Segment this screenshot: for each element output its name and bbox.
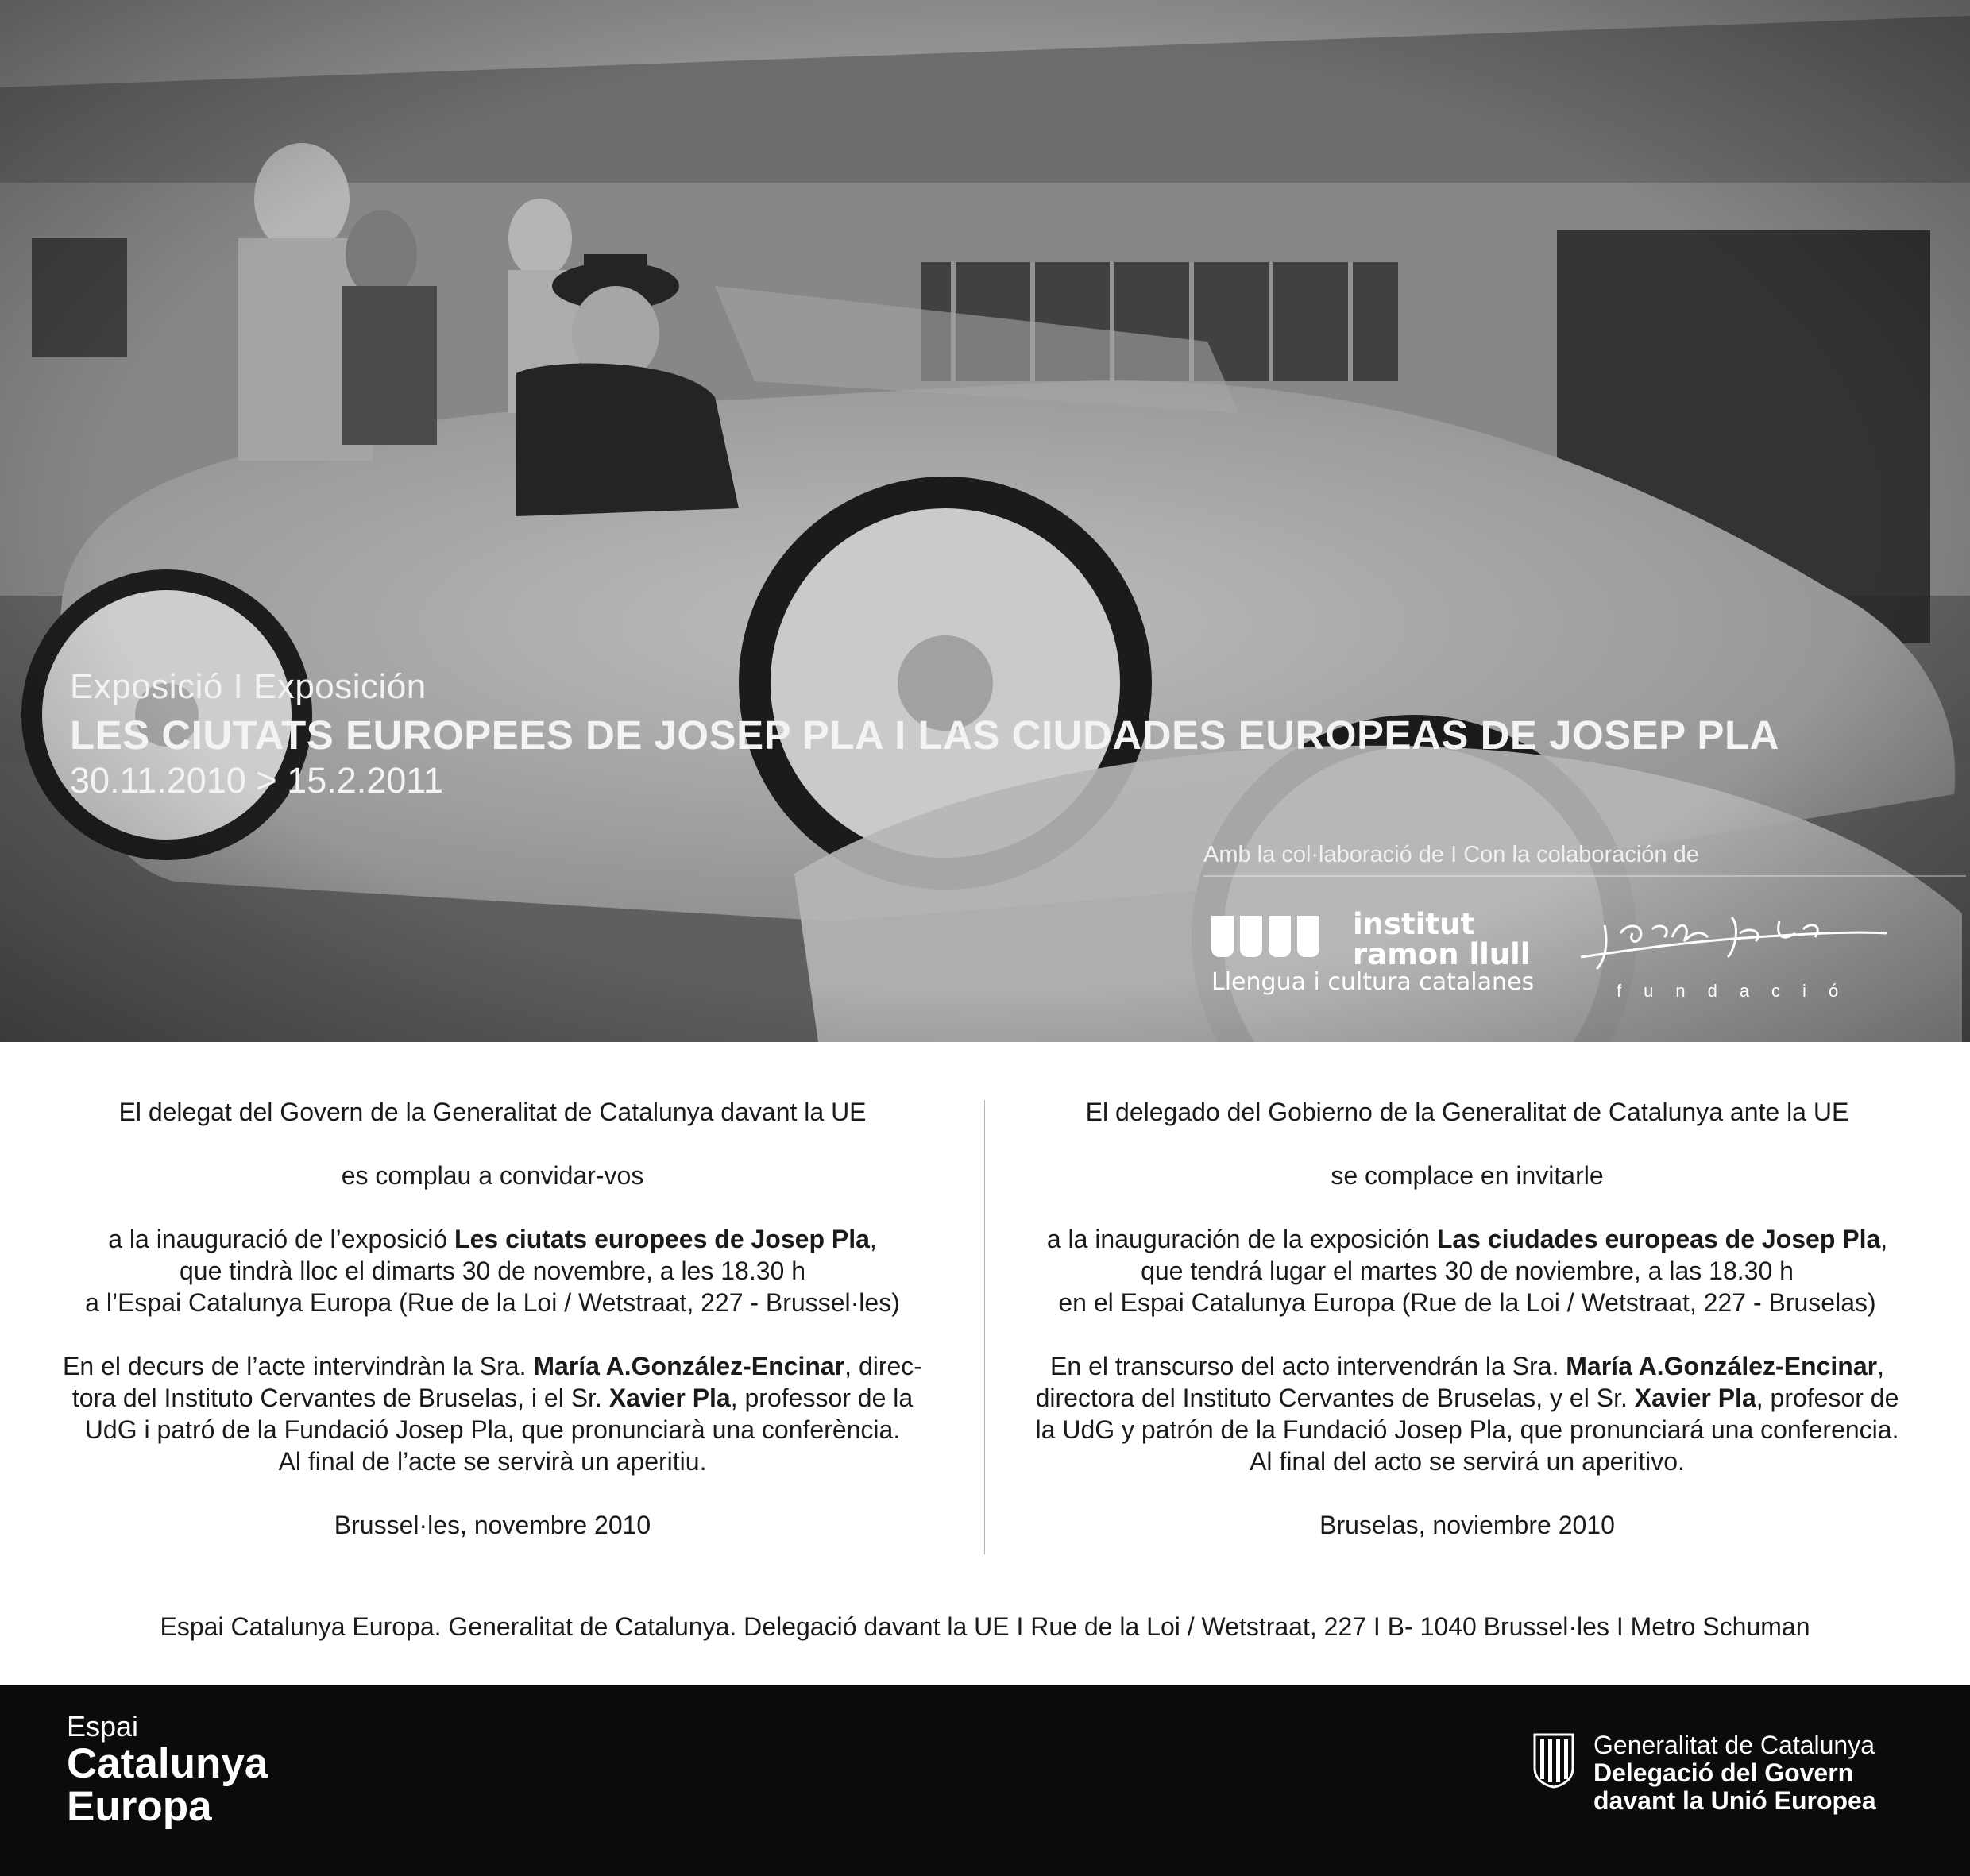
exhibition-kicker: Exposició I Exposición (70, 667, 427, 706)
inv-line: es complau a convidar-vos (341, 1161, 644, 1190)
inv-line: que tendrá lugar el martes 30 de noviembre, a las 18.30 h (1141, 1256, 1794, 1285)
delegation-scope: davant la Unió Europea (1593, 1786, 1876, 1815)
inv-line: directora del Instituto Cervantes de Bruselas, y el Sr. Xavier Pla, profesor de (1035, 1384, 1899, 1412)
column-divider (984, 1100, 985, 1554)
inv-line: Al final del acto se servirá un aperitivo. (1250, 1447, 1685, 1476)
speaker-name: Xavier Pla (608, 1384, 731, 1412)
exhibition-heading (70, 667, 1779, 801)
generalitat-emblem-icon (1532, 1731, 1576, 1789)
espai-catalunya-europa-logo: Espai Catalunya Europa (67, 1710, 268, 1830)
inv-line: a la inauguració de l’exposició Les ciutats europees de Josep Pla, (108, 1225, 877, 1253)
speaker-name: Xavier Pla (1634, 1384, 1756, 1412)
invitation-catalan (28, 1096, 957, 1541)
collaboration-divider (1203, 875, 1966, 877)
footer-bar (0, 1685, 1970, 1876)
collaboration-label: Amb la col·laboració de I Con la colaboración de (1203, 842, 1699, 867)
fjp-word: fundació (1617, 981, 1861, 1001)
exhibition-name: Les ciutats europees de Josep Pla (454, 1225, 870, 1253)
speaker-name: María A.González-Encinar (533, 1352, 845, 1380)
inv-line: En el decurs de l’acte intervindràn la Sra. María A.González-Encinar, direc- (63, 1352, 922, 1380)
invitation-spanish (1002, 1096, 1932, 1541)
josep-pla-signature-icon (1573, 901, 1891, 981)
inv-line: El delegado del Gobierno de la Generalitat de Catalunya ante la UE (1085, 1098, 1849, 1126)
inv-place-date: Bruselas, noviembre 2010 (1319, 1511, 1615, 1539)
inv-line: El delegat del Govern de la Generalitat de Catalunya davant la UE (118, 1098, 867, 1126)
irl-subtitle: Llengua i cultura catalanes (1211, 968, 1535, 996)
inv-line: En el transcurso del acto intervendrán la Sra. María A.González-Encinar, (1050, 1352, 1884, 1380)
inv-line: la UdG y patrón de la Fundació Josep Pla, que pronunciará una conferencia. (1035, 1415, 1899, 1444)
exhibition-dates: 30.11.2010 > 15.2.2011 (70, 760, 444, 801)
inv-line: tora del Instituto Cervantes de Bruselas, i el Sr. Xavier Pla, professor de la (71, 1384, 914, 1412)
exhibition-name: Las ciudades europeas de Josep Pla (1436, 1225, 1881, 1253)
institut-ramon-llull-logo (1211, 909, 1534, 996)
speaker-name: María A.González-Encinar (1566, 1352, 1878, 1380)
inv-line: a la inauguración de la exposición Las ciudades europeas de Josep Pla, (1046, 1225, 1888, 1253)
delegation-name: Delegació del Govern (1593, 1758, 1854, 1787)
venue-address: Espai Catalunya Europa. Generalitat de Catalunya. Delegació davant la UE I Rue de la Loi / Wetstraat, 227 I B- 1040 Brussel·les I Metro Schuman (160, 1612, 1810, 1641)
inv-line: en el Espai Catalunya Europa (Rue de la Loi / Wetstraat, 227 - Bruselas) (1058, 1288, 1876, 1317)
irl-name: institut ramon llull (1353, 907, 1531, 971)
inv-place-date: Brussel·les, novembre 2010 (334, 1511, 651, 1539)
generalitat-name: Generalitat de Catalunya (1593, 1731, 1875, 1759)
inv-line: que tindrà lloc el dimarts 30 de novembre, a les 18.30 h (179, 1256, 805, 1285)
exhibition-title: LES CIUTATS EUROPEES DE JOSEP PLA I LAS CIUDADES EUROPEAS DE JOSEP PLA (70, 712, 1779, 758)
inv-line: a l’Espai Catalunya Europa (Rue de la Loi / Wetstraat, 227 - Brussel·les) (85, 1288, 900, 1317)
inv-line: se complace en invitarle (1331, 1161, 1604, 1190)
inv-line: Al final de l’acte se servirà un aperitiu. (278, 1447, 707, 1476)
inv-line: UdG i patró de la Fundació Josep Pla, que pronunciarà una conferència. (84, 1415, 901, 1444)
